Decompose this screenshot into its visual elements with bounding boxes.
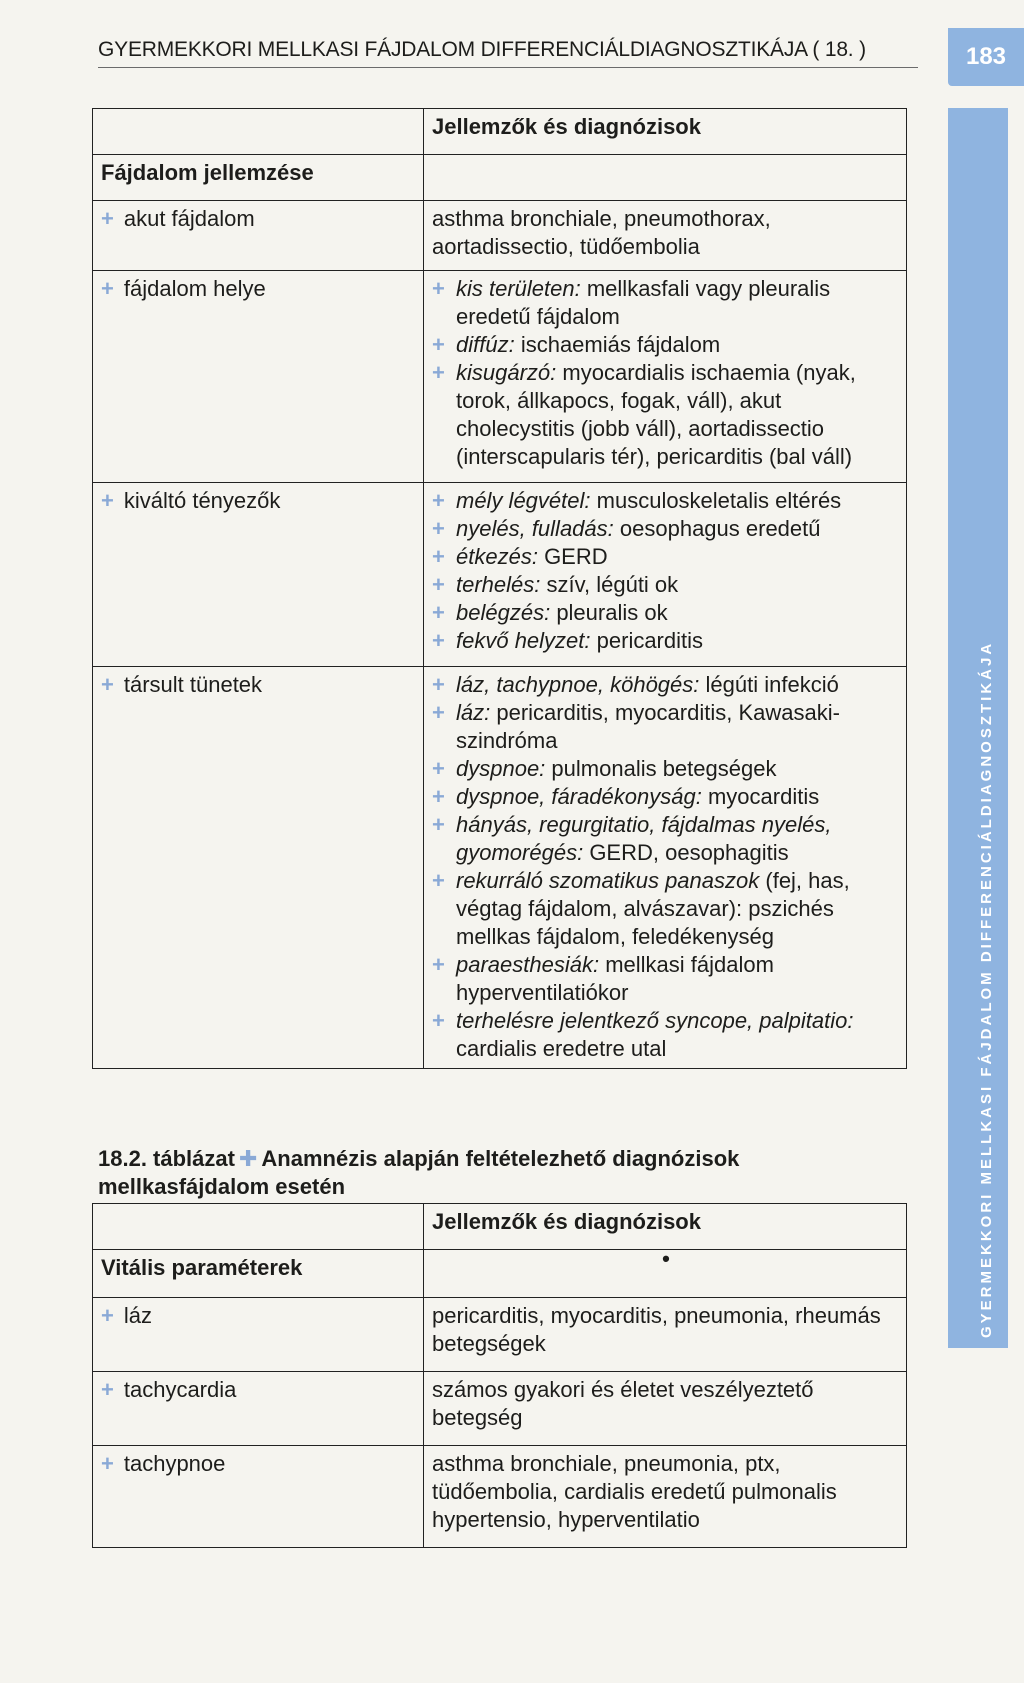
item-text: pericarditis <box>596 628 704 653</box>
table-caption <box>98 1145 878 1201</box>
row-text: asthma bronchiale, pneumonia, ptx, tüdőembolia, cardialis eredetű pulmonalis hypertensio, hyperventilatio <box>424 1446 907 1548</box>
table-row <box>93 483 907 667</box>
item-text: (fej, has, végtag fájdalom, alvászavar): pszichés mellkas fájdalom, feledékenység <box>456 868 850 949</box>
item-text: musculoskeletalis eltérés <box>596 488 842 513</box>
item-key: terhelés: <box>456 572 541 597</box>
row-label: fájdalom helye <box>123 276 266 301</box>
table1-col-header: Jellemzők és diagnózisok <box>424 109 907 155</box>
item-text: pericarditis, myocarditis, Kawasaki-szindróma <box>456 700 840 753</box>
bullet-icon: + <box>432 672 445 697</box>
side-tab-text: GYERMEKKORI MELLKASI FÁJDALOM DIFFERENCIÁLDIAGNOSZTIKÁJA <box>978 640 995 1338</box>
bullet-icon: + <box>432 700 445 725</box>
item-key: rekurráló szomatikus panaszok <box>456 868 760 893</box>
item-text: mellkasfali vagy pleuralis eredetű fájdalom <box>456 276 831 329</box>
item-text: mellkasi fájdalom hyperventilatiókor <box>456 952 774 1005</box>
table-row <box>93 1446 907 1548</box>
item-text: pleuralis ok <box>556 600 668 625</box>
bullet-icon: + <box>101 206 114 231</box>
caption-number: 18.2. táblázat <box>98 1146 235 1171</box>
table-row <box>93 201 907 271</box>
bullet-icon: + <box>432 544 445 569</box>
table-18-1 <box>92 108 907 1069</box>
item-key: láz, tachypnoe, köhögés: <box>456 672 700 697</box>
bullet-icon: + <box>432 952 445 977</box>
bullet-icon: + <box>101 672 114 697</box>
row-label: akut fájdalom <box>123 206 255 231</box>
item-key: belégzés: <box>456 600 551 625</box>
page-number: 183 <box>948 28 1024 86</box>
table-row <box>93 667 907 1069</box>
table-row <box>93 271 907 483</box>
item-key: láz: <box>456 700 491 725</box>
item-text: pulmonalis betegségek <box>551 756 777 781</box>
bullet-icon: + <box>432 756 445 781</box>
item-text: myocardialis ischaemia (nyak, torok, állkapocs, fogak, váll), akut cholecystitis (jobb váll), aortadissectio (interscapularis tér), pericarditis (bal váll) <box>456 360 856 469</box>
row-label: tachypnoe <box>123 1451 226 1476</box>
caption-text: Anamnézis alapján feltételezhető diagnózisok mellkasfájdalom esetén <box>98 1146 740 1199</box>
item-key: dyspnoe, fáradékonyság: <box>456 784 702 809</box>
bullet-icon: + <box>432 868 445 893</box>
bullet-icon: + <box>432 488 445 513</box>
item-text: ischaemiás fájdalom <box>520 332 721 357</box>
bullet-icon: + <box>101 1377 114 1402</box>
item-key: nyelés, fulladás: <box>456 516 614 541</box>
item-text: cardialis eredetre utal <box>456 1036 667 1061</box>
item-key: mély légvétel: <box>456 488 591 513</box>
item-text: GERD, oesophagitis <box>589 840 789 865</box>
item-text: oesophagus eredetű <box>619 516 821 541</box>
item-key: hányás, regurgitatio, fájdalmas nyelés, gyomorégés: <box>456 812 832 865</box>
item-text: GERD <box>544 544 608 569</box>
bullet-icon: + <box>432 572 445 597</box>
item-key: dyspnoe: <box>456 756 546 781</box>
row-text: asthma bronchiale, pneumothorax, aortadissectio, tüdőembolia <box>432 206 771 259</box>
row-text: számos gyakori és életet veszélyeztető betegség <box>424 1372 907 1446</box>
row-label: társult tünetek <box>123 672 263 697</box>
bullet-icon: + <box>432 276 445 301</box>
item-text: légúti infekció <box>705 672 839 697</box>
row-label: láz <box>123 1303 152 1328</box>
table-row <box>93 1298 907 1372</box>
row-label: kiváltó tényezők <box>123 488 281 513</box>
row-label: tachycardia <box>123 1377 237 1402</box>
item-key: diffúz: <box>456 332 515 357</box>
item-key: étkezés: <box>456 544 538 569</box>
table1-header-empty <box>93 109 424 155</box>
bullet-icon: + <box>101 1303 114 1328</box>
item-key: kisugárzó: <box>456 360 557 385</box>
bullet-icon: + <box>432 360 445 385</box>
item-key: fekvő helyzet: <box>456 628 591 653</box>
item-key: paraesthesiák: <box>456 952 600 977</box>
bullet-icon: + <box>101 1451 114 1476</box>
table-18-2 <box>92 1203 907 1548</box>
side-thumb-tab <box>948 108 1008 1348</box>
item-text: myocarditis <box>707 784 820 809</box>
bullet-icon: + <box>432 812 445 837</box>
bullet-icon: + <box>432 600 445 625</box>
table1-section-header: Fájdalom jellemzése <box>93 155 424 201</box>
bullet-icon: + <box>101 276 114 301</box>
item-key: kis területen: <box>456 276 581 301</box>
table-row <box>93 1372 907 1446</box>
bullet-icon: + <box>432 516 445 541</box>
bullet-icon: + <box>432 628 445 653</box>
table2-section-header: Vitális paraméterek <box>93 1250 424 1298</box>
dot-mark: • <box>662 1246 670 1271</box>
caption-bullet-icon: ✚ <box>238 1146 258 1171</box>
bullet-icon: + <box>432 784 445 809</box>
row-text: pericarditis, myocarditis, pneumonia, rheumás betegségek <box>424 1298 907 1372</box>
bullet-icon: + <box>432 332 445 357</box>
item-text: szív, légúti ok <box>546 572 679 597</box>
bullet-icon: + <box>432 1008 445 1033</box>
running-header: GYERMEKKORI MELLKASI FÁJDALOM DIFFERENCIÁLDIAGNOSZTIKÁJA ( 18. ) <box>98 38 918 68</box>
item-key: terhelésre jelentkező syncope, palpitatio: <box>456 1008 854 1033</box>
table2-col-header: Jellemzők és diagnózisok <box>424 1204 907 1250</box>
bullet-icon: + <box>101 488 114 513</box>
